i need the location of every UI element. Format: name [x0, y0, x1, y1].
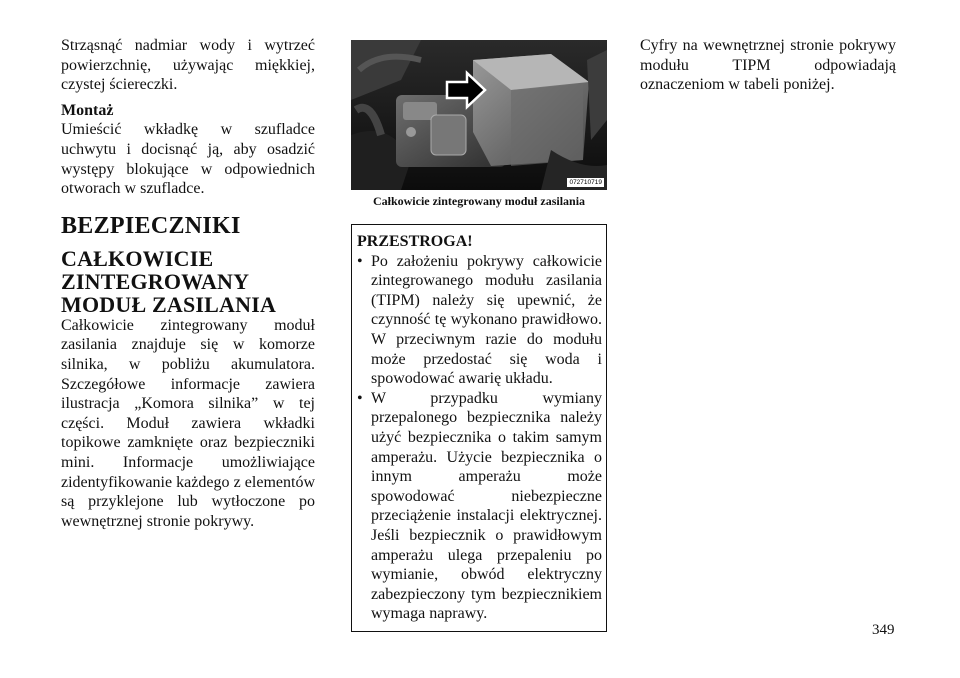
- montaz-paragraph: Umieścić wkładkę w szufladce uchwytu i docisnąć ją, aby osadzić występy blokujące w odpowiednich otworach w szufladce.: [61, 121, 315, 198]
- subsection-heading-line-2: ZINTEGROWANY: [61, 268, 250, 294]
- caution-item: [357, 252, 602, 389]
- subsection-heading-line-3: MODUŁ ZASILANIA: [61, 291, 277, 317]
- caution-box: [351, 224, 607, 632]
- page-number: 349: [872, 622, 895, 638]
- section-heading: BEZPIECZNIKI: [61, 212, 241, 239]
- photo-caption: Całkowicie zintegrowany moduł zasilania: [372, 194, 586, 208]
- bullet-icon: •: [357, 252, 363, 270]
- intro-paragraph: Strząsnąć nadmiar wody i wytrzeć powierzchnię, używając miękkiej, czystej ściereczki.: [61, 37, 315, 94]
- left-column: [61, 36, 315, 531]
- bullet-icon: •: [357, 389, 363, 407]
- cover-numbers-paragraph: Cyfry na wewnętrznej stronie pokrywy modułu TIPM odpowiadają oznaczeniom w tabeli poniżej.: [640, 37, 896, 94]
- subsection-heading: [61, 247, 315, 316]
- image-code-label: 072710719: [569, 179, 602, 186]
- engine-photo-illustration: [351, 40, 607, 190]
- caution-item-text: W przypadku wymiany przepalonego bezpiecznika należy użyć bezpiecznika o takim samym amperażu. Użycie bezpiecznika o innym amperażu może spowodować niebezpieczne przeciążenie instalacji elektrycznej. Jeśli bezpiecznik o prawidłowym amperażu ulega przepaleniu po wymianie, obwód elektryczny zabezpieczony tym bezpiecznikiem wymaga naprawy.: [371, 389, 602, 623]
- caution-title: PRZESTROGA!: [357, 233, 473, 250]
- tipm-description: Całkowicie zintegrowany moduł zasilania znajduje się w komorze silnika, w pobliżu akumulatora. Szczegółowe informacje zawiera ilustracja „Komora silnika” w tej części. Moduł zawiera wkładki topikowe zamknięte oraz bezpieczniki mini. Informacje umożliwiające zidentyfikowanie każdego z elementów są przyklejone lub wytłoczone po wewnętrznej stronie pokrywy.: [61, 316, 315, 530]
- engine-compartment-photo: [351, 40, 607, 190]
- caution-list: [357, 252, 602, 624]
- caution-item-text: Po założeniu pokrywy całkowicie zintegrowanego modułu zasilania (TIPM) należy się upewnić, że czynność tę wykonano prawidłowo. W przeciwnym razie do modułu może przedostać się woda i spowodować awarię układu.: [371, 252, 602, 388]
- middle-column: [351, 40, 607, 632]
- subsection-heading-line-1: CAŁKOWICIE: [61, 245, 214, 271]
- caution-item: [357, 389, 602, 624]
- right-column: [640, 36, 896, 95]
- montaz-label: Montaż: [61, 101, 114, 119]
